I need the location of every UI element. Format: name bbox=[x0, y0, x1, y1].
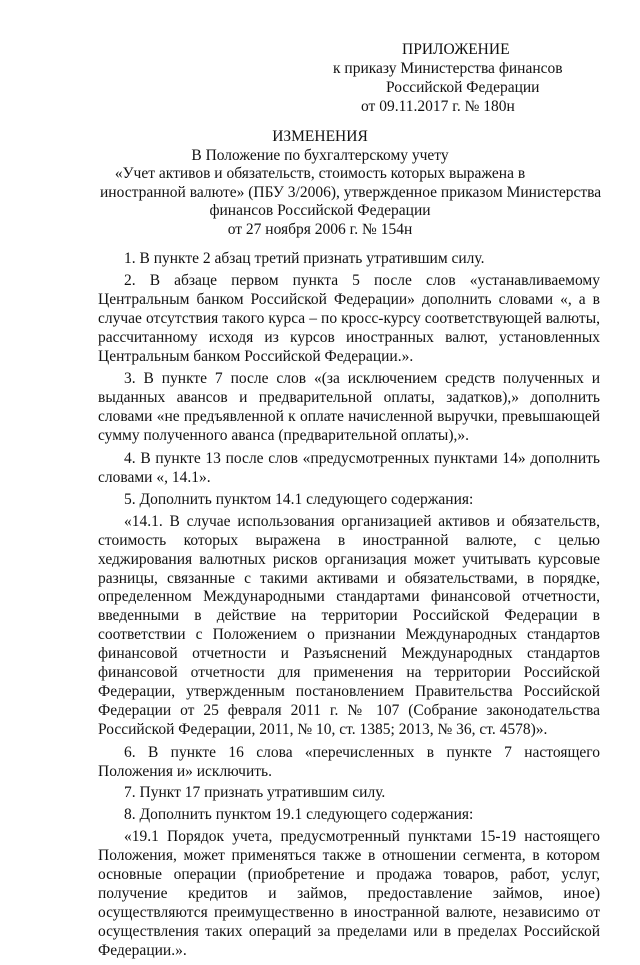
title-line-2: В Положение по бухгалтерскому учету bbox=[191, 146, 449, 164]
paragraph-8-quote: «19.1 Порядок учета, предусмотренный пунктами 15-19 настоящего Положения, может применяться также в отношении сегмента, в котором основные операции (приобретение и продажа товаров, работ, услуг, получение кредитов и займов, предоставление займов, иное) осуществляются преимущественно в иностранной валюте, независимо от осуществления таких операций за пределами или в пределах Российской Федерации.». bbox=[98, 828, 600, 959]
document-body bbox=[98, 250, 600, 965]
appendix-date-line: от 09.11.2017 г. № 180н bbox=[361, 98, 515, 115]
paragraph-7: 7. Пункт 17 признать утратившим силу. bbox=[124, 784, 386, 802]
document-title bbox=[100, 128, 602, 239]
paragraph-4: 4. В пункте 13 после слов «предусмотренных пунктами 14» дополнить словами «, 14.1». bbox=[98, 450, 600, 486]
title-line-4: иностранной валюте» (ПБУ 3/2006), утвержденное приказом Министерства bbox=[100, 183, 602, 201]
paragraph-8: 8. Дополнить пунктом 19.1 следующего содержания: bbox=[124, 806, 474, 824]
paragraph-6: 6. В пункте 16 слова «перечисленных в пункте 7 настоящего Положения и» исключить. bbox=[98, 743, 600, 780]
title-line-5: финансов Российской Федерации bbox=[209, 202, 431, 219]
paragraph-2: 2. В абзаце первом пункта 5 после слов «устанавливаемому Центральным банком Российской Федерации» дополнить словами «, а в случае отсутствия такого курса – по кросс-курсу соответствующей валюты, рассчитанному исходя из курсов иностранных валют, установленных Центральным банком Российской Федерации.». bbox=[98, 271, 600, 365]
paragraph-3: 3. В пункте 7 после слов «(за исключением средств полученных и выданных авансов и предварительной оплаты, задатков),» дополнить словами «не предъявленной к оплате начисленной выручки, превышающей сумму полученного аванса (предварительной оплаты),». bbox=[98, 370, 600, 445]
paragraph-1: 1. В пункте 2 абзац третий признать утратившим силу. bbox=[124, 250, 485, 267]
paragraph-5-quote: «14.1. В случае использования организацией активов и обязательств, стоимость которых выражена в иностранной валюте, с целью хеджирования валютных рисков организация может учитывать курсовые разницы, связанные с такими активами и обязательствами, в порядке, определенном Международными стандартами финансовой отчетности, введенными в действие на территории Российской Федерации в соответствии с Положением о признании Международных стандартов финансовой отчетности и Разъяснений Международных стандартов финансовой отчетности для применения на территории Российской Федерации, утвержденным постановлением Правительства Российской Федерации от 25 февраля 2011 г. № 107 (Собрание законодательства Российской Федерации, 2011, № 10, ст. 1385; 2013, № 36, ст. 4578)». bbox=[98, 512, 600, 738]
appendix-order-line: к приказу Министерства финансов bbox=[333, 60, 563, 77]
title-line-6: от 27 ноября 2006 г. № 154н bbox=[227, 220, 413, 238]
paragraph-5: 5. Дополнить пунктом 14.1 следующего содержания: bbox=[124, 490, 474, 508]
title-line-3: «Учет активов и обязательств, стоимость которых выражена в bbox=[114, 165, 526, 182]
appendix-country-line: Российской Федерации bbox=[386, 79, 540, 96]
appendix-header bbox=[300, 40, 600, 116]
appendix-title: ПРИЛОЖЕНИЕ bbox=[402, 41, 510, 58]
title-heading: ИЗМЕНЕНИЯ bbox=[272, 128, 368, 145]
